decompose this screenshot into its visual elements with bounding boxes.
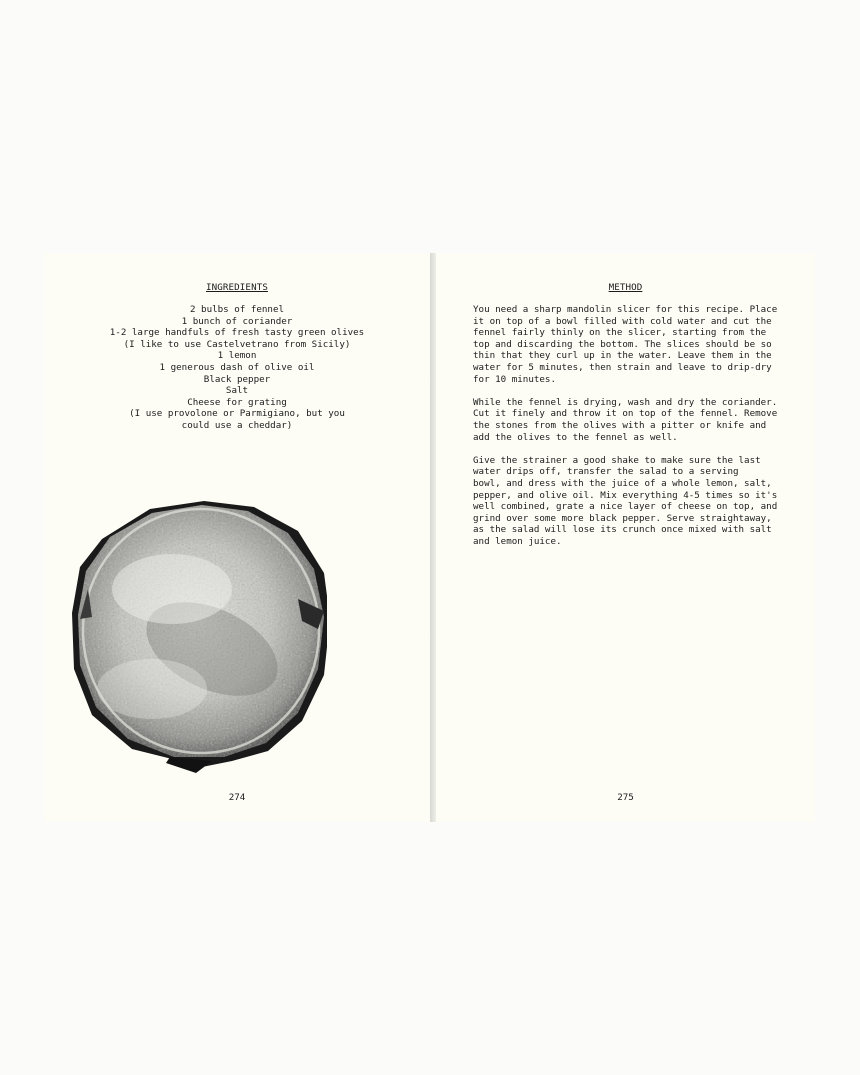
method-paragraph: Give the strainer a good shake to make sure the last water drips off, transfer the salad to a serving bowl, and dress with the juice of a whole lemon, salt, pepper, and olive oil. Mix everything 4-5 times so it's well combined, grate a nice layer of cheese on top, and grind over some more black pepper. Serve straightaway, as the salad will lose its crunch once mixed with salt and lemon juice. [473, 454, 778, 547]
left-page [44, 253, 430, 822]
method-paragraph: While the fennel is drying, wash and dry the coriander. Cut it finely and throw it on top of the fennel. Remove the stones from the olives with a pitter or knife and add the olives to the fennel as well. [473, 396, 778, 443]
method-text [473, 304, 793, 559]
method-paragraph: You need a sharp mandolin slicer for this recipe. Place it on top of a bowl filled with cold water and cut the fennel fairly thinly on the slicer, starting from the top and discarding the bottom. The slices should be so thin that they curl up in the water. Leave them in the water for 5 minutes, then strain and leave to drip-dry for 10 minutes. [473, 304, 778, 385]
ingredient-line: 1 generous dash of olive oil [159, 361, 315, 373]
book-spread [44, 253, 815, 822]
ingredient-line: (I use provolone or Parmigiano, but you [129, 408, 345, 420]
ingredient-line: 1 bunch of coriander [181, 315, 293, 327]
ingredient-line: Cheese for grating [187, 396, 287, 408]
method-heading: METHOD [608, 282, 643, 293]
page-number: 274 [228, 792, 246, 803]
ingredient-line: 1 lemon [217, 350, 257, 362]
ingredient-line: (I like to use Castelvetrano from Sicily) [123, 338, 351, 350]
ingredient-line: Salt [225, 385, 249, 397]
ingredient-line: 2 bulbs of fennel [189, 304, 285, 315]
right-page [436, 253, 815, 822]
ingredient-line: could use a cheddar) [181, 419, 293, 431]
ingredients-heading: INGREDIENTS [206, 282, 268, 293]
fennel-salad-photo [62, 499, 327, 774]
ingredient-line: Black pepper [203, 373, 271, 385]
ingredient-line: 1-2 large handfuls of fresh tasty green olives [109, 327, 365, 339]
page-number: 275 [617, 792, 634, 803]
ingredients-list [44, 304, 430, 432]
